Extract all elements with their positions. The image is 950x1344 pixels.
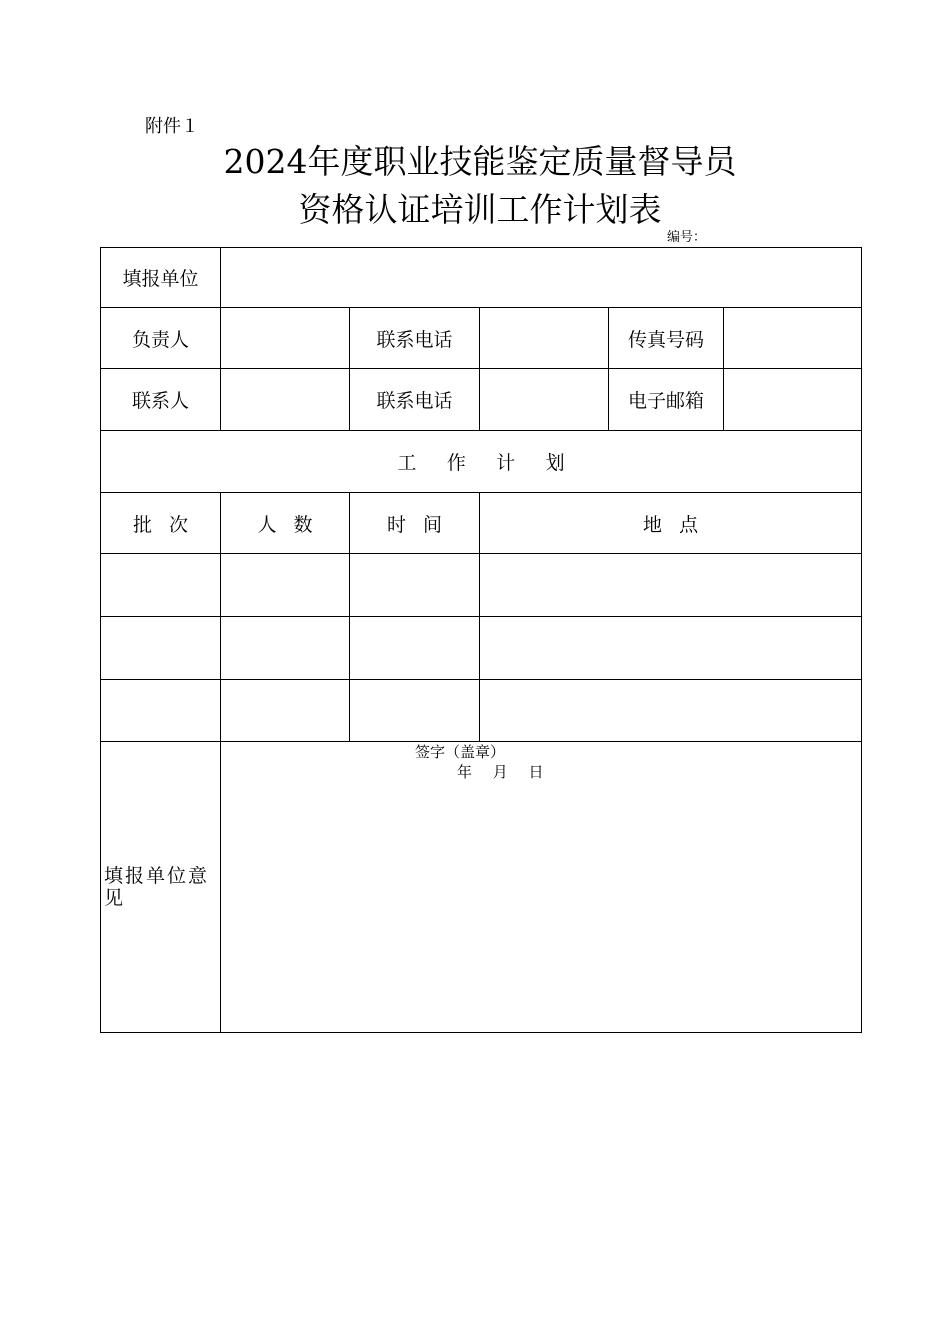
phone-label-1: 联系电话 bbox=[350, 308, 480, 369]
contact-field[interactable] bbox=[221, 369, 350, 431]
time-cell[interactable] bbox=[350, 617, 480, 679]
opinion-label: 填报单位意见 bbox=[101, 741, 221, 1032]
plan-row bbox=[101, 554, 862, 617]
count-cell[interactable] bbox=[221, 679, 350, 741]
unit-label: 填报单位 bbox=[101, 248, 221, 308]
email-field[interactable] bbox=[724, 369, 862, 431]
batch-cell[interactable] bbox=[101, 617, 221, 679]
email-label: 电子邮箱 bbox=[609, 369, 724, 431]
plan-row bbox=[101, 617, 862, 679]
location-cell[interactable] bbox=[480, 554, 862, 617]
serial-number-label: 编号： bbox=[667, 230, 707, 245]
column-time: 时间 bbox=[350, 493, 480, 554]
location-cell[interactable] bbox=[480, 679, 862, 741]
unit-row bbox=[101, 248, 862, 308]
phone-field-2[interactable] bbox=[480, 369, 609, 431]
time-cell[interactable] bbox=[350, 679, 480, 741]
opinion-row bbox=[101, 741, 862, 1032]
contact-label: 联系人 bbox=[101, 369, 221, 431]
unit-field[interactable] bbox=[221, 248, 862, 308]
plan-heading-row bbox=[101, 431, 862, 493]
phone-field-1[interactable] bbox=[480, 308, 609, 369]
signature-label: 签字（盖章） bbox=[415, 742, 506, 761]
count-cell[interactable] bbox=[221, 617, 350, 679]
batch-cell[interactable] bbox=[101, 554, 221, 617]
fax-label: 传真号码 bbox=[609, 308, 724, 369]
plan-row bbox=[101, 679, 862, 741]
responsible-label: 负责人 bbox=[101, 308, 221, 369]
contact-row bbox=[101, 369, 862, 431]
fax-field[interactable] bbox=[724, 308, 862, 369]
time-cell[interactable] bbox=[350, 554, 480, 617]
column-location: 地点 bbox=[480, 493, 862, 554]
column-count: 人数 bbox=[221, 493, 350, 554]
document-title-line1: 2024年度职业技能鉴定质量督导员 bbox=[223, 142, 737, 181]
responsible-row bbox=[101, 308, 862, 369]
responsible-field[interactable] bbox=[221, 308, 350, 369]
plan-form-table bbox=[100, 247, 862, 1033]
location-cell[interactable] bbox=[480, 617, 862, 679]
column-batch: 批次 bbox=[101, 493, 221, 554]
batch-cell[interactable] bbox=[101, 679, 221, 741]
phone-label-2: 联系电话 bbox=[350, 369, 480, 431]
count-cell[interactable] bbox=[221, 554, 350, 617]
date-label: 年 月 日 bbox=[457, 762, 552, 781]
attachment-label: 附件１ bbox=[145, 116, 199, 137]
opinion-field[interactable] bbox=[221, 741, 862, 1032]
plan-heading: 工作计划 bbox=[101, 431, 862, 493]
plan-header-row bbox=[101, 493, 862, 554]
document-title-line2: 资格认证培训工作计划表 bbox=[298, 190, 662, 229]
